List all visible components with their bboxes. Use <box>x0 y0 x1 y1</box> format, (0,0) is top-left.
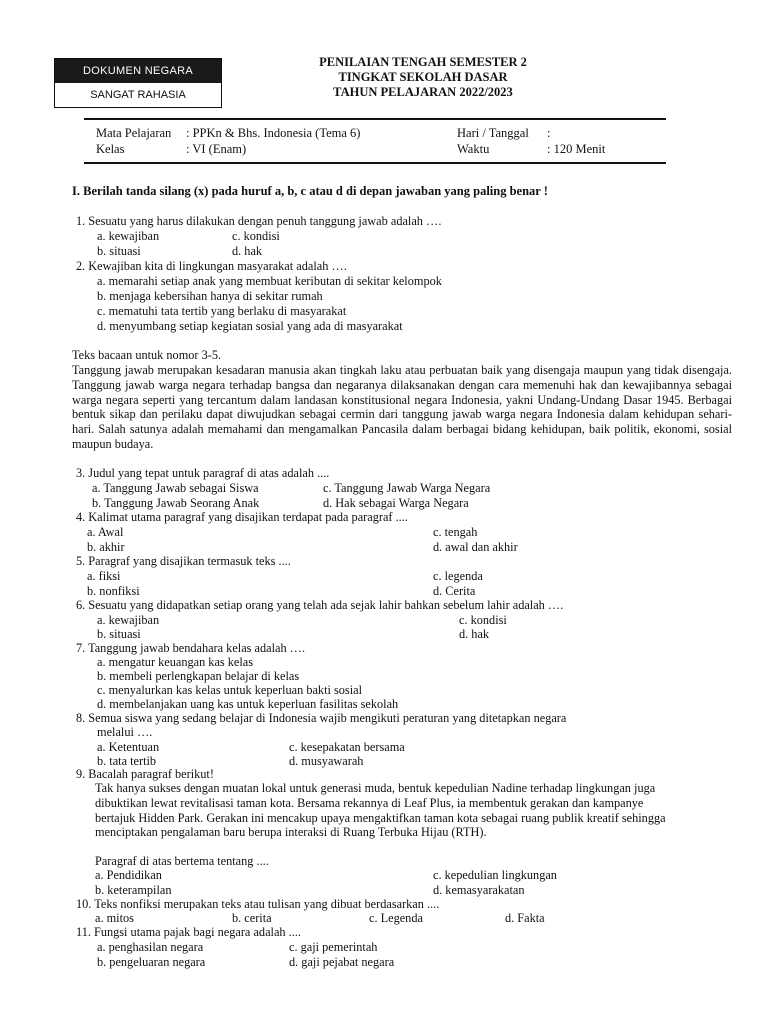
question-passage: Tak hanya sukses dengan muatan lokal untuk generasi muda, bentuk kepedulian Nadine terhadap lingkungan juga dibuktikan lewat revitalisasi taman kota. Bersama rekannya di Leaf Plus, ia membentuk gerakan dan kampanye bertajuk Hidden Park. Gerakan ini mencakup upaya mengaktifkan taman kota sebagai ruang publik kreatif sehingga menciptakan pengalaman baru berupa interaksi di Ruang Terbuka Hijau (RTH). <box>95 781 666 840</box>
question-text: 1. Sesuatu yang harus dilakukan dengan penuh tanggung jawab adalah …. <box>76 214 442 228</box>
option-a: a. kewajiban <box>97 229 160 243</box>
option-c: c. tengah <box>433 525 478 539</box>
header-rule-bottom <box>84 162 666 164</box>
option-b: b. tata tertib <box>97 754 157 768</box>
option-b: b. situasi <box>97 627 141 641</box>
option-c: c. gaji pemerintah <box>289 940 378 954</box>
subject-label: Mata Pelajaran <box>96 126 172 140</box>
question-text: 10. Teks nonfiksi merupakan teks atau tulisan yang dibuat berdasarkan .... <box>76 897 440 911</box>
option-c: c. kepedulian lingkungan <box>433 868 557 882</box>
option-c: c. kondisi <box>459 613 507 627</box>
document-classification-box <box>54 58 222 108</box>
option-d: d. menyumbang setiap kegiatan sosial yang ada di masyarakat <box>97 319 403 333</box>
option-d: d. hak <box>459 627 490 641</box>
reading-passage: Tanggung jawab merupakan kesadaran manusia akan tingkah laku atau perbuatan baik yang disengaja maupun yang tidak disengaja. Tanggung jawab warga negara terhadap bangsa dan negaranya dilaksanakan dengan cara memenuhi hak dan kewajibannya sebagai warga negara seperti yang tercantum dalam landasan konstitusional negara Indonesia, yakni Undang-Undang Dasar 1945. Berbagai bentuk sikap dan perilaku dapat diwujudkan sebagai cermin dari tanggung jawab warga negara Indonesia dalam kehidupan sehari-hari. Salah satunya adalah memahami dan mengamalkan Pancasila dalam berbagai bidang kehidupan, baik politik, ekonomi, sosial maupun budaya. <box>72 363 732 451</box>
option-d: d. musyawarah <box>289 754 364 768</box>
option-b: b. pengeluaran negara <box>97 955 206 969</box>
option-c: c. menyalurkan kas kelas untuk keperluan bakti sosial <box>97 683 362 697</box>
secret-label: SANGAT RAHASIA <box>90 89 186 101</box>
option-d: d. kemasyarakatan <box>433 883 525 897</box>
question-text: 9. Bacalah paragraf berikut! <box>76 767 214 781</box>
question-text: 7. Tanggung jawab bendahara kelas adalah …. <box>76 641 306 655</box>
option-a: a. Tanggung Jawab sebagai Siswa <box>92 481 259 495</box>
option-c: c. mematuhi tata tertib yang berlaku di masyarakat <box>97 304 347 318</box>
option-a: a. kewajiban <box>97 613 160 627</box>
option-b: b. nonfiksi <box>87 584 140 598</box>
question-text: 5. Paragraf yang disajikan termasuk teks .... <box>76 554 291 568</box>
option-a: a. mengatur keuangan kas kelas <box>97 655 254 669</box>
option-a: a. Awal <box>87 525 124 539</box>
question-text: 6. Sesuatu yang didapatkan setiap orang yang telah ada sejak lahir bahkan sebelum lahir adalah …. <box>76 598 564 612</box>
option-b: b. akhir <box>87 540 125 554</box>
question-text: 3. Judul yang tepat untuk paragraf di atas adalah .... <box>76 466 330 480</box>
school-level: TINGKAT SEKOLAH DASAR <box>338 70 508 84</box>
time-value: : 120 Menit <box>547 142 606 156</box>
question-text-continued: melalui …. <box>97 725 153 739</box>
exam-title: PENILAIAN TENGAH SEMESTER 2 <box>319 55 527 69</box>
option-d: d. membelanjakan uang kas untuk keperluan fasilitas sekolah <box>97 697 399 711</box>
option-b: b. menjaga kebersihan hanya di sekitar rumah <box>97 289 323 303</box>
option-d: d. hak <box>232 244 263 258</box>
option-c: c. kesepakatan bersama <box>289 740 405 754</box>
option-d: d. Fakta <box>505 911 545 925</box>
option-a: a. penghasilan negara <box>97 940 204 954</box>
question-text: 2. Kewajiban kita di lingkungan masyarakat adalah …. <box>76 259 347 273</box>
subject-value: : PPKn & Bhs. Indonesia (Tema 6) <box>186 126 361 140</box>
class-value: : VI (Enam) <box>186 142 247 156</box>
option-a: a. mitos <box>95 911 134 925</box>
option-c: c. kondisi <box>232 229 280 243</box>
section-instruction: I. Berilah tanda silang (x) pada huruf a, b, c atau d di depan jawaban yang paling benar ! <box>72 184 548 198</box>
day-value: : <box>547 126 551 140</box>
time-label: Waktu <box>457 142 490 156</box>
question-text: 4. Kalimat utama paragraf yang disajikan terdapat pada paragraf .... <box>76 510 408 524</box>
option-d: d. awal dan akhir <box>433 540 518 554</box>
option-c: c. legenda <box>433 569 483 583</box>
day-label: Hari / Tanggal <box>457 126 529 140</box>
option-b: b. keterampilan <box>95 883 172 897</box>
question-prompt: Paragraf di atas bertema tentang .... <box>95 854 269 868</box>
header-rule-top <box>84 118 666 120</box>
option-b: b. situasi <box>97 244 141 258</box>
option-d: d. Hak sebagai Warga Negara <box>323 496 469 510</box>
question-text: 8. Semua siswa yang sedang belajar di Indonesia wajib mengikuti peraturan yang ditetapkan negara <box>76 711 567 725</box>
option-a: a. fiksi <box>87 569 121 583</box>
option-a: a. Ketentuan <box>97 740 160 754</box>
option-b: b. Tanggung Jawab Seorang Anak <box>92 496 260 510</box>
option-d: d. Cerita <box>433 584 476 598</box>
option-b: b. membeli perlengkapan belajar di kelas <box>97 669 300 683</box>
doc-label: DOKUMEN NEGARA <box>55 59 221 83</box>
question-text: 11. Fungsi utama pajak bagi negara adalah .... <box>76 925 301 939</box>
option-a: a. Pendidikan <box>95 868 162 882</box>
option-a: a. memarahi setiap anak yang membuat keributan di sekitar kelompok <box>97 274 442 288</box>
reading-intro: Teks bacaan untuk nomor 3-5. <box>72 348 222 362</box>
option-b: b. cerita <box>232 911 272 925</box>
option-d: d. gaji pejabat negara <box>289 955 395 969</box>
class-label: Kelas <box>96 142 125 156</box>
academic-year: TAHUN PELAJARAN 2022/2023 <box>333 85 513 99</box>
option-c: c. Legenda <box>369 911 423 925</box>
option-c: c. Tanggung Jawab Warga Negara <box>323 481 491 495</box>
